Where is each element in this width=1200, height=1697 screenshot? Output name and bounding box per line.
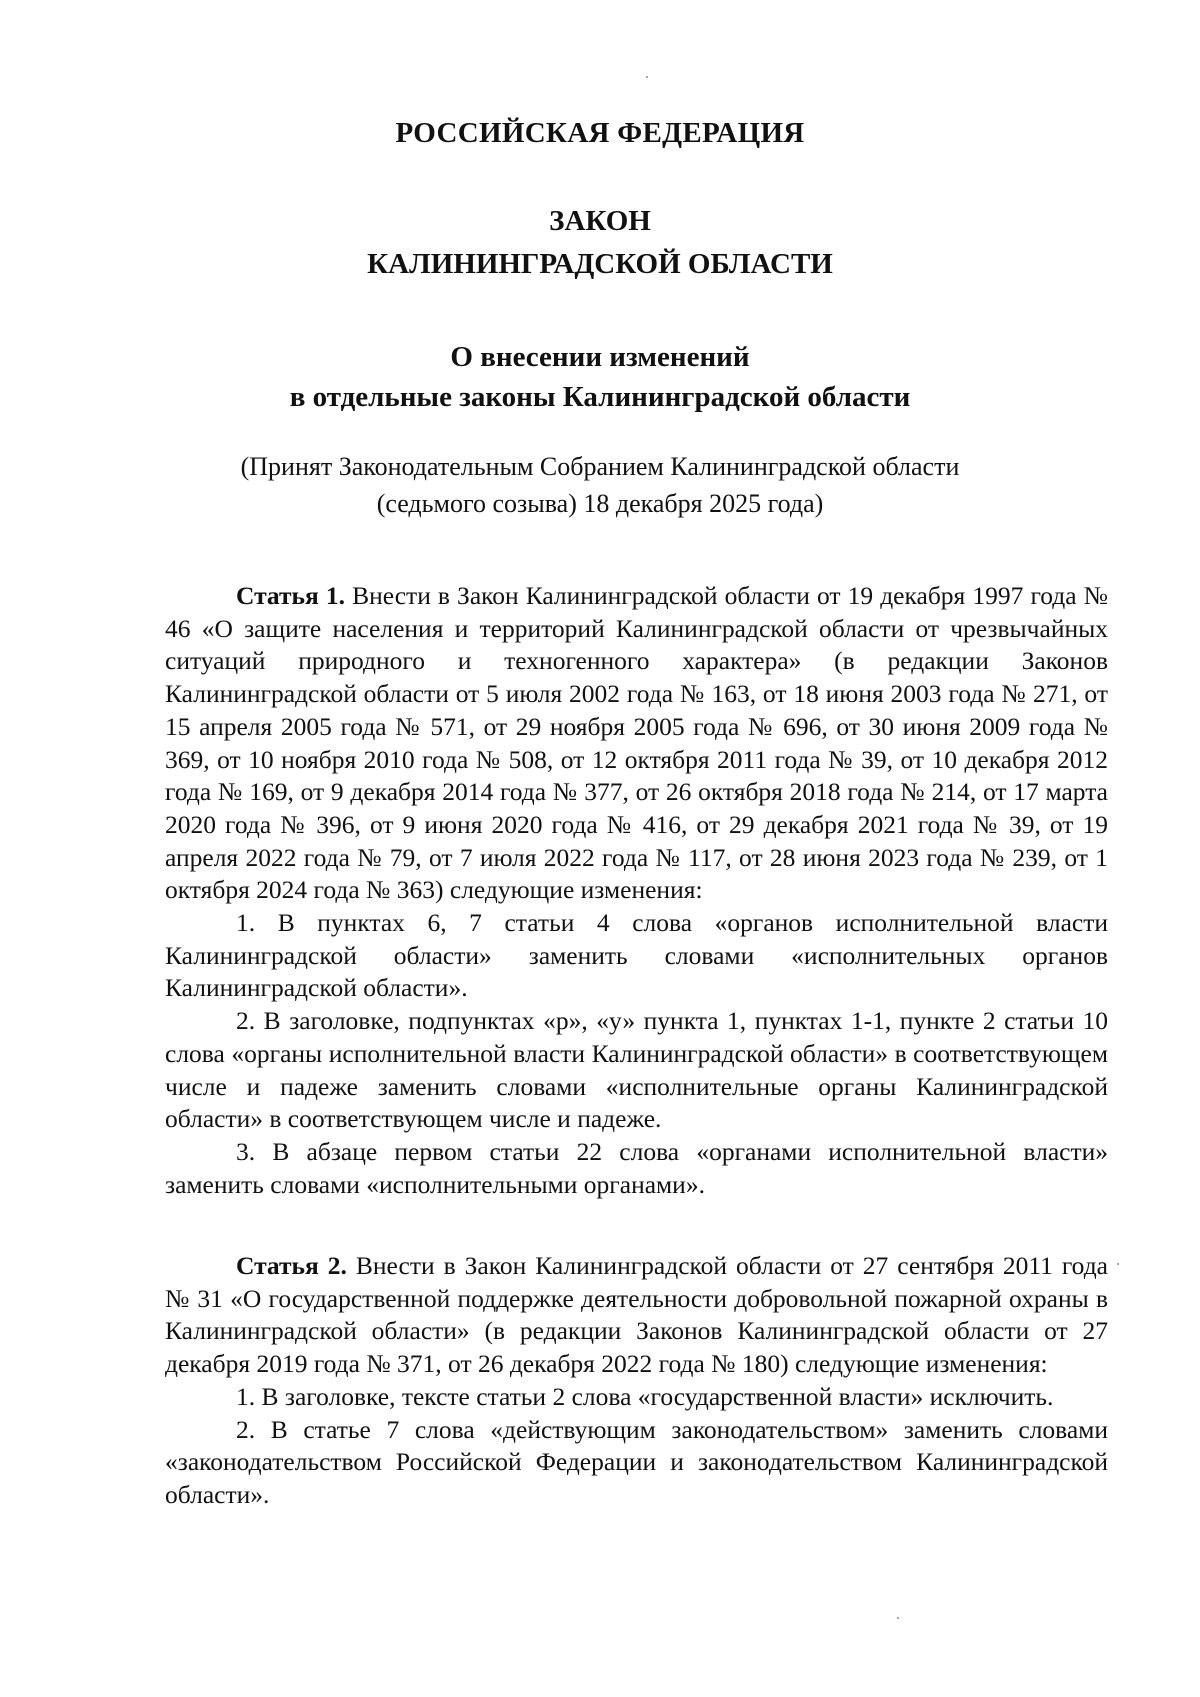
- article-1-text: Внести в Закон Калининградской области от 19 декабря 1997 года № 46 «О защите населения и территорий Калининградской области от чрезвычайных ситуаций природного и техногенного характера» (в редакции Законов Калининградской области от 5 июля 2002 года № 163, от 18 июня 2003 года № 271, от 15 апреля 2005 года № 571, от 29 ноября 2005 года № 696, от 30 июня 2009 года № 369, от 10 ноября 2010 года № 508, от 12 октября 2011 года № 39, от 10 декабря 2012 года № 169, от 9 декабря 2014 года № 377, от 26 октября 2018 года № 214, от 17 марта 2020 года № 396, от 9 июня 2020 года № 416, от 29 декабря 2021 года № 39, от 19 апреля 2022 года № 79, от 7 июля 2022 года № 117, от 28 июня 2023 года № 239, от 1 октября 2024 года № 363) следующие изменения:: [165, 581, 1108, 905]
- adoption-note: [0, 448, 1200, 522]
- article-2: [165, 1250, 1108, 1512]
- scan-speck: [1117, 1263, 1119, 1265]
- law-heading-line1: ЗАКОН: [549, 205, 651, 237]
- adoption-note-line2: (седьмого созыва) 18 декабря 2025 года): [376, 489, 824, 518]
- article-2-intro: [165, 1250, 1108, 1381]
- article-1-label: Статья 1.: [236, 581, 346, 610]
- article-1-item: 1. В пунктах 6, 7 статьи 4 слова «органов исполнительной власти Калининградской области» заменить словами «исполнительных органов Калининградской области».: [165, 908, 1108, 1003]
- article-1: [165, 580, 1108, 1201]
- article-2-item: 2. В статье 7 слова «действующим законодательством» заменить словами «законодательством Российской Федерации и законодательством Калининградской области».: [165, 1414, 1108, 1509]
- scan-speck: [897, 1617, 899, 1619]
- article-1-item: 2. В заголовке, подпунктах «р», «у» пункта 1, пунктах 1-1, пункте 2 статьи 10 слова «органы исполнительной власти Калининградской области» в соответствующем числе и падеже заменить словами «исполнительные органы Калининградской области» в соответствующем числе и падеже.: [165, 1006, 1108, 1134]
- law-heading: [0, 200, 1200, 286]
- law-title: [0, 337, 1200, 417]
- country-heading: РОССИЙСКАЯ ФЕДЕРАЦИЯ: [395, 117, 805, 149]
- law-heading-line2: КАЛИНИНГРАДСКОЙ ОБЛАСТИ: [367, 248, 833, 280]
- law-title-line1: О внесении изменений: [450, 341, 750, 373]
- article-1-item: 3. В абзаце первом статьи 22 слова «органами исполнительной власти» заменить словами «исполнительными органами».: [165, 1136, 1108, 1199]
- adoption-note-line1: (Принят Законодательным Собранием Калининградской области: [240, 452, 960, 481]
- article-1-intro: [165, 580, 1108, 907]
- law-title-line2: в отдельные законы Калининградской области: [289, 381, 911, 413]
- article-2-text: Внести в Закон Калининградской области от 27 сентября 2011 года № 31 «О государственной поддержке деятельности добровольной пожарной охраны в Калининградской области» (в редакции Законов Калининградской области от 27 декабря 2019 года № 371, от 26 декабря 2022 года № 180) следующие изменения:: [165, 1251, 1108, 1379]
- scan-speck: [646, 76, 648, 78]
- article-2-label: Статья 2.: [236, 1251, 347, 1280]
- article-2-item: 1. В заголовке, тексте статьи 2 слова «государственной власти» исключить.: [236, 1381, 1054, 1411]
